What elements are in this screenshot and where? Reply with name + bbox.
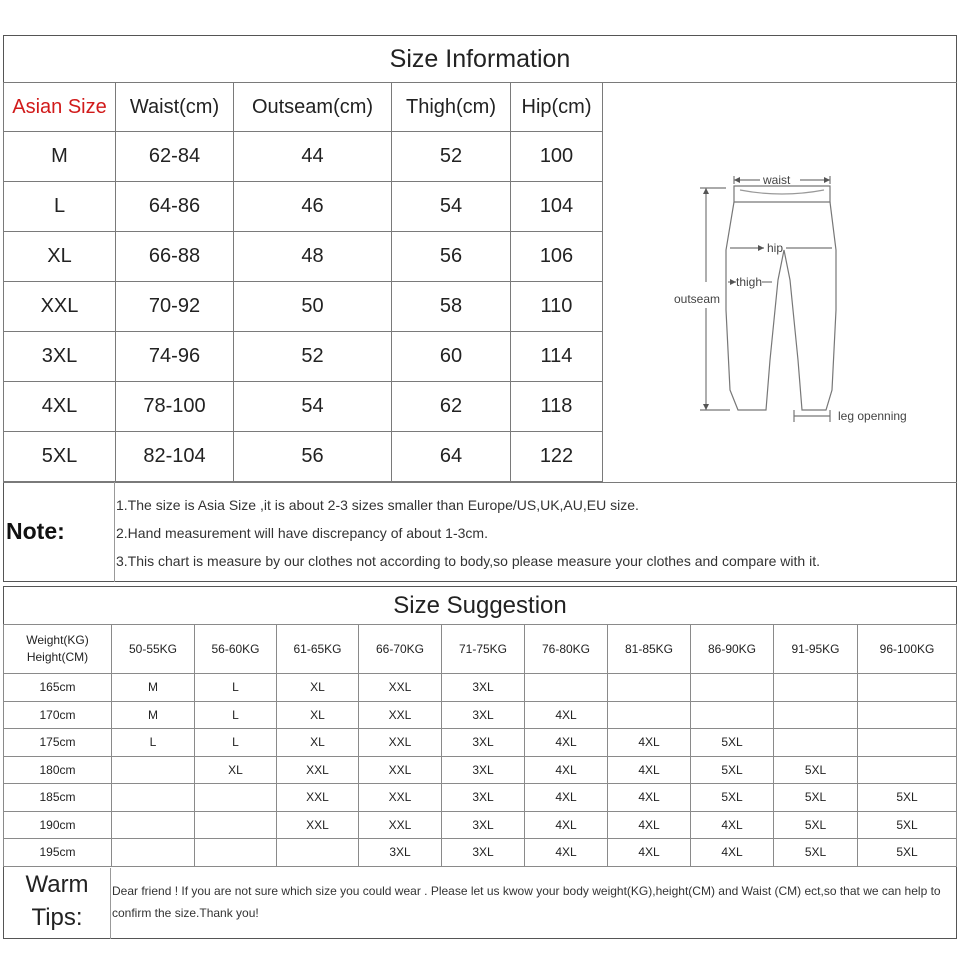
suggested-size-cell: L (195, 729, 277, 757)
suggested-size-cell (525, 674, 608, 702)
size-table-row (4, 432, 603, 482)
diagram-outseam-label: outseam (674, 292, 721, 306)
size-cell: 3XL (4, 332, 116, 382)
suggested-size-cell: 3XL (442, 784, 525, 812)
size-table-row (4, 382, 603, 432)
suggested-size-cell (774, 674, 858, 702)
size-table (3, 82, 603, 482)
suggested-size-cell (112, 756, 195, 784)
suggested-size-cell: 5XL (774, 784, 858, 812)
suggested-size-cell: 4XL (525, 811, 608, 839)
size-cell: L (4, 182, 116, 232)
size-cell: 46 (234, 182, 392, 232)
size-header-cell: Thigh(cm) (392, 83, 511, 132)
diagram-waist-label: waist (763, 173, 791, 187)
size-cell: 62 (392, 382, 511, 432)
height-cell: 180cm (4, 756, 112, 784)
suggested-size-cell: 4XL (691, 839, 774, 867)
suggestion-row (4, 701, 957, 729)
size-cell: 100 (511, 132, 603, 182)
height-cell: 175cm (4, 729, 112, 757)
size-cell: 78-100 (116, 382, 234, 432)
suggested-size-cell: 4XL (525, 701, 608, 729)
size-table-row (4, 132, 603, 182)
suggested-size-cell: 4XL (608, 839, 691, 867)
suggested-size-cell: 4XL (525, 839, 608, 867)
suggested-size-cell: 5XL (691, 729, 774, 757)
size-table-row (4, 232, 603, 282)
corner-weight-label: Weight(KG) (26, 633, 89, 647)
size-info-title: Size Information (389, 45, 571, 73)
suggested-size-cell (774, 729, 858, 757)
suggested-size-cell: M (112, 701, 195, 729)
diagram-thigh-label: thigh (736, 275, 763, 289)
suggested-size-cell: 5XL (858, 811, 957, 839)
weight-header-cell: 86-90KG (691, 625, 774, 674)
size-cell: 64 (392, 432, 511, 482)
size-cell: 104 (511, 182, 603, 232)
suggested-size-cell (858, 756, 957, 784)
suggested-size-cell: 4XL (608, 811, 691, 839)
suggestion-row (4, 674, 957, 702)
suggested-size-cell: XXL (359, 784, 442, 812)
suggested-size-cell: XL (277, 701, 359, 729)
size-cell: 52 (234, 332, 392, 382)
size-table-row (4, 332, 603, 382)
weight-header-cell: 76-80KG (525, 625, 608, 674)
suggestion-header-row (4, 625, 957, 674)
suggested-size-cell: L (195, 674, 277, 702)
note-line-1: 1.The size is Asia Size ,it is about 2-3 sizes smaller than Europe/US,UK,AU,EU size. (116, 497, 639, 513)
tips-label-line2: Tips: (31, 904, 83, 931)
suggested-size-cell: 3XL (442, 839, 525, 867)
size-cell: 114 (511, 332, 603, 382)
size-header-cell: Hip(cm) (511, 83, 603, 132)
tips-text: Dear friend ! If you are not sure which size you could wear . Please let us kwow your body weight(KG),height(CM) and Waist (CM) ect,so that we can help to confirm the size.Thank you! (112, 884, 941, 920)
weight-header-cell: 56-60KG (195, 625, 277, 674)
weight-header-cell: 61-65KG (277, 625, 359, 674)
suggested-size-cell: 5XL (691, 784, 774, 812)
suggested-size-cell (277, 839, 359, 867)
suggested-size-cell (112, 811, 195, 839)
pants-outline (726, 202, 836, 410)
size-table-row (4, 282, 603, 332)
suggestion-row (4, 756, 957, 784)
suggested-size-cell: 5XL (691, 756, 774, 784)
size-header-cell: Waist(cm) (116, 83, 234, 132)
note-label-divider (114, 482, 115, 582)
suggested-size-cell (858, 729, 957, 757)
size-cell: 56 (234, 432, 392, 482)
height-cell: 190cm (4, 811, 112, 839)
suggestion-row (4, 729, 957, 757)
size-header-cell: Outseam(cm) (234, 83, 392, 132)
size-cell: XXL (4, 282, 116, 332)
suggested-size-cell: 4XL (525, 784, 608, 812)
size-cell: 106 (511, 232, 603, 282)
note-line-3: 3.This chart is measure by our clothes not according to body,so please measure your clothes and compare with it. (116, 553, 820, 569)
weight-header-cell: 81-85KG (608, 625, 691, 674)
suggested-size-cell (608, 701, 691, 729)
diagram-hip-label: hip (767, 241, 784, 255)
suggested-size-cell: XL (195, 756, 277, 784)
suggested-size-cell (195, 811, 277, 839)
suggested-size-cell: 3XL (442, 811, 525, 839)
suggested-size-cell (112, 839, 195, 867)
weight-header-cell: 66-70KG (359, 625, 442, 674)
suggested-size-cell: 4XL (691, 811, 774, 839)
size-cell: M (4, 132, 116, 182)
note-divider (3, 482, 957, 483)
suggested-size-cell: 4XL (525, 729, 608, 757)
size-cell: 82-104 (116, 432, 234, 482)
suggested-size-cell: L (112, 729, 195, 757)
suggested-size-cell: XXL (277, 811, 359, 839)
size-cell: 50 (234, 282, 392, 332)
suggested-size-cell: 4XL (608, 756, 691, 784)
suggested-size-cell: XL (277, 674, 359, 702)
pants-diagram (660, 160, 930, 440)
suggested-size-cell: XXL (359, 701, 442, 729)
size-cell: 48 (234, 232, 392, 282)
suggested-size-cell: M (112, 674, 195, 702)
suggested-size-cell: XXL (277, 784, 359, 812)
suggested-size-cell: 3XL (442, 701, 525, 729)
tips-label-line1: Warm (25, 871, 89, 898)
suggested-size-cell: 3XL (442, 756, 525, 784)
height-cell: 195cm (4, 839, 112, 867)
size-cell: 60 (392, 332, 511, 382)
size-cell: 122 (511, 432, 603, 482)
suggested-size-cell: XXL (277, 756, 359, 784)
weight-header-cell: 71-75KG (442, 625, 525, 674)
size-cell: 110 (511, 282, 603, 332)
suggested-size-cell (195, 839, 277, 867)
size-cell: 70-92 (116, 282, 234, 332)
weight-header-cell: 50-55KG (112, 625, 195, 674)
size-cell: 64-86 (116, 182, 234, 232)
size-cell: 54 (392, 182, 511, 232)
suggested-size-cell: 3XL (442, 729, 525, 757)
suggested-size-cell (691, 701, 774, 729)
suggestion-title: Size Suggestion (393, 592, 567, 619)
height-cell: 165cm (4, 674, 112, 702)
size-cell: 62-84 (116, 132, 234, 182)
suggested-size-cell: XXL (359, 729, 442, 757)
height-cell: 170cm (4, 701, 112, 729)
suggested-size-cell: XXL (359, 674, 442, 702)
weight-height-corner (4, 625, 112, 674)
suggested-size-cell: 5XL (774, 839, 858, 867)
suggested-size-cell: XXL (359, 756, 442, 784)
size-cell: 52 (392, 132, 511, 182)
size-table-header (4, 83, 603, 132)
suggested-size-cell: 3XL (359, 839, 442, 867)
suggested-size-cell (608, 674, 691, 702)
suggested-size-cell: 4XL (525, 756, 608, 784)
suggested-size-cell (691, 674, 774, 702)
corner-height-label: Height(CM) (26, 650, 89, 664)
size-cell: 54 (234, 382, 392, 432)
suggested-size-cell (112, 784, 195, 812)
weight-header-cell: 96-100KG (858, 625, 957, 674)
suggested-size-cell: 5XL (858, 784, 957, 812)
size-cell: XL (4, 232, 116, 282)
suggestion-row (4, 784, 957, 812)
suggested-size-cell (858, 674, 957, 702)
suggested-size-cell: 5XL (774, 811, 858, 839)
suggested-size-cell: XXL (359, 811, 442, 839)
size-cell: 118 (511, 382, 603, 432)
size-cell: 58 (392, 282, 511, 332)
suggested-size-cell: 4XL (608, 729, 691, 757)
size-cell: 56 (392, 232, 511, 282)
asian-size-header: Asian Size (4, 83, 116, 132)
suggestion-row (4, 839, 957, 867)
suggested-size-cell: L (195, 701, 277, 729)
size-table-row (4, 182, 603, 232)
size-cell: 74-96 (116, 332, 234, 382)
suggestion-row (4, 811, 957, 839)
diagram-leg-opening-label: leg openning (838, 409, 907, 423)
size-cell: 44 (234, 132, 392, 182)
suggested-size-cell (858, 701, 957, 729)
size-cell: 66-88 (116, 232, 234, 282)
suggestion-table (3, 624, 957, 867)
suggested-size-cell (195, 784, 277, 812)
height-cell: 185cm (4, 784, 112, 812)
note-label: Note: (6, 518, 65, 544)
suggested-size-cell (774, 701, 858, 729)
suggested-size-cell: XL (277, 729, 359, 757)
weight-header-cell: 91-95KG (774, 625, 858, 674)
size-cell: 4XL (4, 382, 116, 432)
suggested-size-cell: 3XL (442, 674, 525, 702)
suggested-size-cell: 5XL (858, 839, 957, 867)
suggested-size-cell: 4XL (608, 784, 691, 812)
size-cell: 5XL (4, 432, 116, 482)
note-line-2: 2.Hand measurement will have discrepancy of about 1-3cm. (116, 525, 488, 541)
suggested-size-cell: 5XL (774, 756, 858, 784)
